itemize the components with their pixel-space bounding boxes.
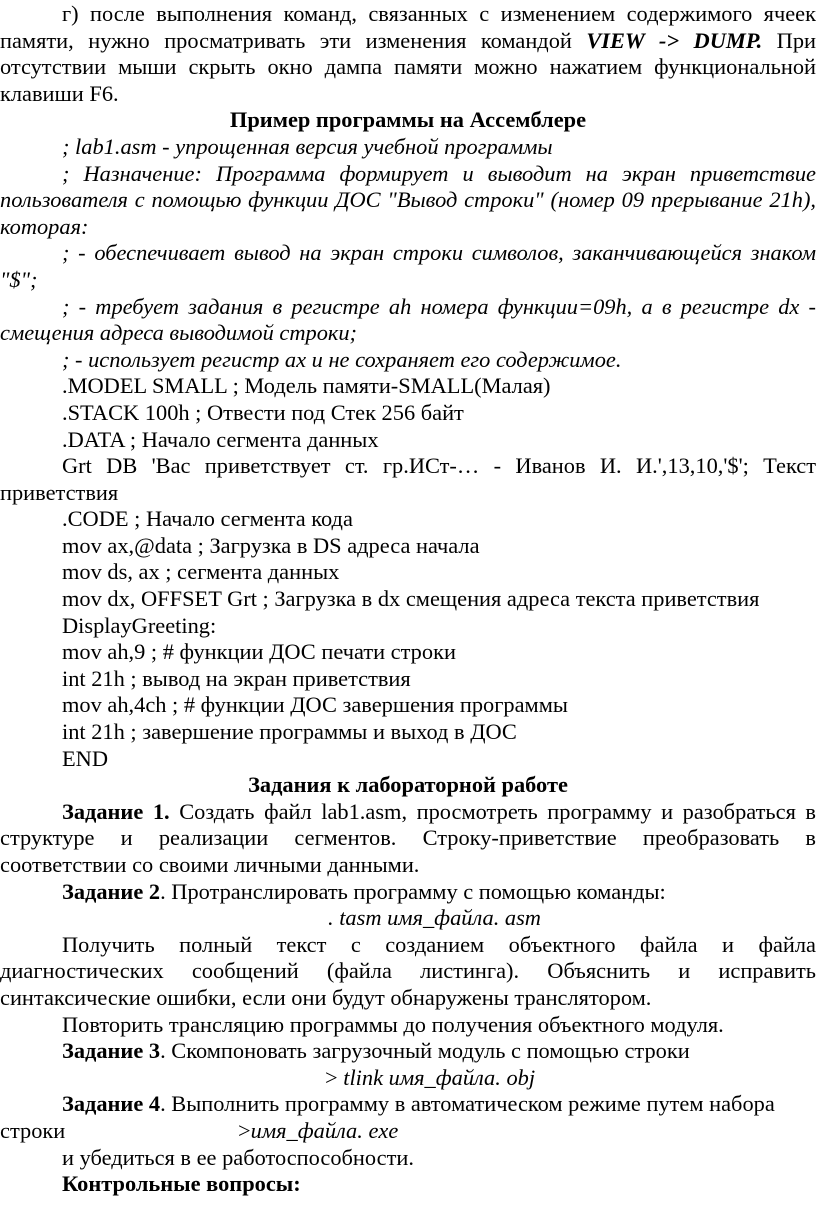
task-2	[0, 879, 816, 906]
code-line: .CODE ; Начало сегмента кода	[62, 506, 353, 532]
intro-text-tail: При отсутствии мыши скрыть окно дампа памяти можно нажатием функциональной клавиши F6.	[0, 27, 816, 106]
code-line: .STACK 100h ; Отвести под Стек 256 байт	[62, 399, 464, 425]
exe-prefix: >	[238, 1117, 251, 1143]
tasm-command	[0, 905, 816, 932]
task-2-text: . Протранслировать программу с помощью команды:	[160, 878, 666, 904]
task-4-tail: и убедиться в ее работоспособности.	[62, 1144, 414, 1170]
tasm-prefix: . tasm	[328, 905, 388, 931]
tlink-prefix: >	[325, 1064, 344, 1090]
task-1	[0, 799, 816, 879]
task-4-text: . Выполнить программу в автоматическом режиме путем набора	[160, 1091, 775, 1117]
code-line: int 21h ; вывод на экран приветствия	[62, 665, 411, 691]
comment-line: ; Назначение: Программа формирует и выводит на экран приветствие пользователя с помощью функции ДОС "Вывод строки" (номер 09 прерывание 21h), которая:	[0, 160, 816, 239]
view-dump-command: VIEW -> DUMP.	[586, 27, 763, 53]
task-3	[0, 1038, 816, 1065]
task-3-text: . Скомпоновать загрузочный модуль с помощью строки	[160, 1038, 690, 1064]
code-line-grt: Grt DB 'Вас приветствует ст. гр.ИСт-… - Иванов И. И.',13,10,'$'; Текст приветствия	[0, 453, 816, 505]
task-2-label: Задание 2	[62, 878, 161, 904]
comment-line: ; - обеспечивает вывод на экран строки символов, заканчивающейся знаком "$";	[0, 240, 816, 292]
exe-arg: имя_файла. exe	[250, 1117, 399, 1143]
code-line: mov ds, ax ; сегмента данных	[62, 559, 340, 585]
code-line: mov ax,@data ; Загрузка в DS адреса начала	[62, 532, 480, 558]
tlink-tool: tlink	[343, 1064, 389, 1090]
task-3-label: Задание 3	[62, 1038, 161, 1064]
task-1-label: Задание 1.	[62, 798, 170, 824]
code-line: .DATA ; Начало сегмента данных	[62, 426, 379, 452]
code-line: mov ah,4ch ; # функции ДОС завершения программы	[62, 692, 568, 718]
tlink-arg: имя_файла. obj	[388, 1064, 536, 1090]
tasks-heading: Задания к лабораторной работе	[248, 772, 568, 798]
task-4-label: Задание 4	[62, 1091, 161, 1117]
intro-text: г) после выполнения команд, связанных с изменением содержимого ячеек памяти, нужно просматривать эти изменения командой	[0, 1, 816, 53]
comment-line: ; - использует регистр ax и не сохраняет его содержимое.	[62, 346, 622, 372]
code-line: DisplayGreeting:	[62, 612, 217, 638]
comment-line: ; lab1.asm - упрощенная версия учебной программы	[62, 133, 553, 159]
task-2-para: Получить полный текст с созданием объектного файла и файла диагностических сообщений (файла листинга). Объяснить и исправить синтаксические ошибки, если они будут обнаружены транслятором.	[0, 931, 816, 1010]
exe-command	[0, 1118, 816, 1145]
code-line: mov ah,9 ; # функции ДОС печати строки	[62, 639, 456, 665]
task-2-para: Повторить трансляцию программы до получения объектного модуля.	[62, 1011, 724, 1037]
code-line: END	[62, 745, 109, 771]
task-1-text: Создать файл lab1.asm, просмотреть программу и разобраться в структуре и реализации сегментов. Строку-приветствие преобразовать в соответствии со своими личными данными.	[0, 798, 816, 877]
task-4	[0, 1091, 816, 1118]
code-line: int 21h ; завершение программы и выход в ДОС	[62, 719, 517, 745]
code-line: mov dx, OFFSET Grt ; Загрузка в dx смещения адреса текста приветствия	[62, 586, 760, 612]
exe-line-label: строки	[0, 1117, 66, 1143]
code-line: .MODEL SMALL ; Модель памяти-SMALL(Малая)	[62, 373, 551, 399]
example-heading: Пример программы на Ассемблере	[229, 107, 587, 133]
control-questions-heading: Контрольные вопросы:	[62, 1171, 301, 1197]
intro-paragraph	[0, 1, 816, 107]
tasm-arg: имя_файла. asm	[387, 905, 541, 931]
tlink-command	[0, 1065, 816, 1092]
comment-line: ; - требует задания в регистре ah номера функции=09h, а в регистре dx - смещения адреса выводимой строки;	[0, 293, 816, 346]
